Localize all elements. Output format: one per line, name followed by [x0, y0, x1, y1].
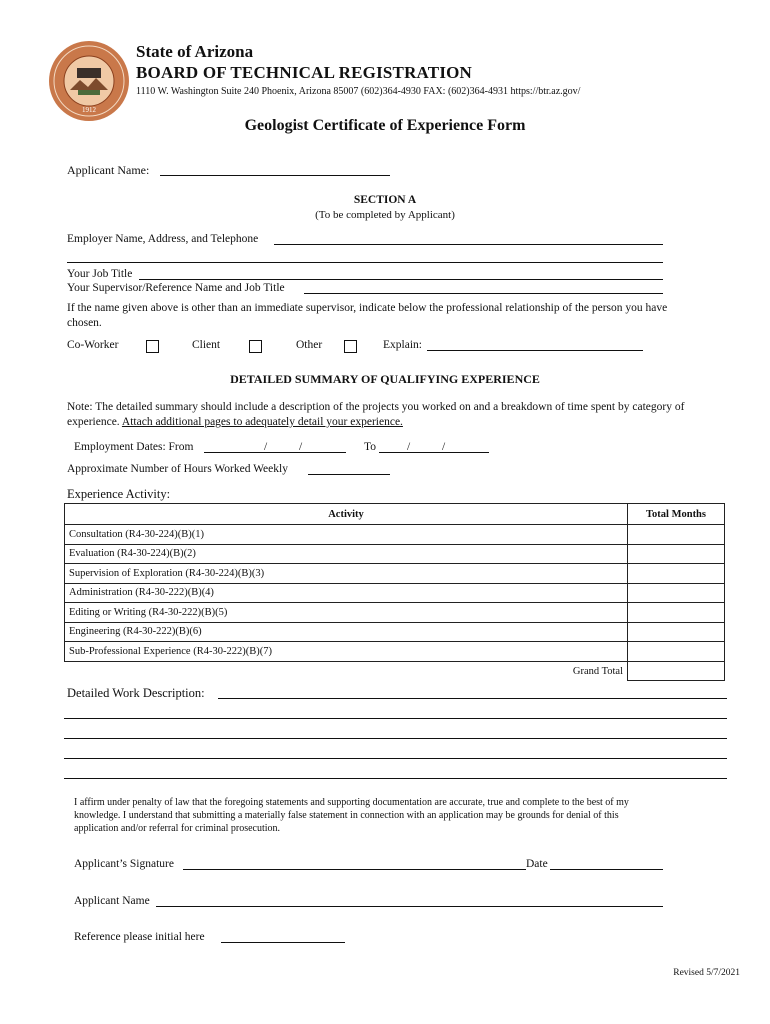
affirmation-text: I affirm under penalty of law that the foregoing statements and supporting documentation are accurate, true and complete to the best of my knowledge. I understand that submitting a materially false statement in connection with an application may be grounds for denial of this application and/or referral for criminal prosecution. [74, 797, 629, 835]
coworker-label: Co-Worker [67, 339, 119, 351]
table-row [65, 622, 725, 642]
svg-text:1912: 1912 [82, 106, 96, 114]
state-seal-logo [48, 40, 130, 122]
dates-to-slash-2: / [442, 441, 446, 453]
dates-from-label: Employment Dates: From [74, 441, 194, 453]
board-name: BOARD OF TECHNICAL REGISTRATION [136, 63, 473, 82]
summary-note [67, 400, 692, 430]
board-address: 1110 W. Washington Suite 240 Phoenix, Arizona 85007 (602)364-4930 FAX: (602)364-4931 https://btr.az.gov/ [136, 86, 581, 97]
work-description-line-3[interactable] [64, 738, 727, 739]
client-checkbox[interactable] [249, 340, 262, 353]
applicant-name-field[interactable] [160, 175, 390, 176]
months-input[interactable] [628, 642, 725, 662]
signature-field[interactable] [183, 869, 526, 870]
other-label: Other [296, 339, 323, 351]
experience-table [64, 503, 725, 681]
table-row [65, 603, 725, 623]
months-input[interactable] [628, 564, 725, 584]
client-label: Client [192, 339, 221, 351]
work-description-line-5[interactable] [64, 778, 727, 779]
dates-from-slash-2: / [299, 441, 303, 453]
activity-cell: Sub-Professional Experience (R4-30-222)(B)(7) [65, 642, 628, 662]
months-input[interactable] [628, 525, 725, 545]
work-description-line-1[interactable] [218, 698, 727, 699]
state-name: State of Arizona [136, 42, 254, 61]
relationship-note: If the name given above is other than an immediate supervisor, indicate below the professional relationship of the person you have chosen. [67, 302, 668, 329]
explain-field[interactable] [427, 350, 643, 351]
months-input[interactable] [628, 603, 725, 623]
activity-cell: Administration (R4-30-222)(B)(4) [65, 583, 628, 603]
work-description-line-4[interactable] [64, 758, 727, 759]
other-checkbox[interactable] [344, 340, 357, 353]
table-row [65, 564, 725, 584]
experience-activity-label: Experience Activity: [67, 487, 171, 501]
activity-cell: Editing or Writing (R4-30-222)(B)(5) [65, 603, 628, 623]
employer-label: Employer Name, Address, and Telephone [67, 233, 259, 245]
coworker-checkbox[interactable] [146, 340, 159, 353]
reference-initial-label: Reference please initial here [74, 931, 205, 943]
dates-from-slash-1: / [264, 441, 268, 453]
grand-total-row [65, 661, 725, 681]
activity-cell: Engineering (R4-30-222)(B)(6) [65, 622, 628, 642]
table-row [65, 544, 725, 564]
hours-label: Approximate Number of Hours Worked Weekly [67, 463, 288, 475]
explain-label: Explain: [383, 339, 422, 351]
dates-to-label: To [364, 441, 376, 453]
summary-note-text: Note: The detailed summary should include a description of the projects you worked on and a breakdown of time spent by category of experience. [67, 401, 685, 428]
activity-cell: Consultation (R4-30-224)(B)(1) [65, 525, 628, 545]
grand-total-label: Grand Total [65, 661, 628, 681]
job-title-field[interactable] [139, 279, 663, 280]
dates-to-slash-1: / [407, 441, 411, 453]
hours-field[interactable] [308, 474, 390, 475]
months-input[interactable] [628, 544, 725, 564]
applicant-name-sign-field[interactable] [156, 906, 663, 907]
grand-total-input[interactable] [628, 661, 725, 681]
section-a-subtitle: (To be completed by Applicant) [315, 209, 455, 221]
date-field[interactable] [550, 869, 663, 870]
months-input[interactable] [628, 583, 725, 603]
employer-field-line-2[interactable] [67, 262, 663, 263]
signature-label: Applicant’s Signature [74, 858, 174, 870]
activity-cell: Supervision of Exploration (R4-30-224)(B)(3) [65, 564, 628, 584]
dates-to-field[interactable] [379, 452, 489, 453]
summary-title: DETAILED SUMMARY OF QUALIFYING EXPERIENCE [230, 372, 540, 386]
applicant-name-sign-label: Applicant Name [74, 895, 150, 907]
reference-initial-field[interactable] [221, 942, 345, 943]
activity-cell: Evaluation (R4-30-224)(B)(2) [65, 544, 628, 564]
form-title: Geologist Certificate of Experience Form [244, 117, 526, 134]
activity-column-header: Activity [65, 504, 628, 525]
work-description-line-2[interactable] [64, 718, 727, 719]
dates-from-field[interactable] [204, 452, 346, 453]
work-description-label: Detailed Work Description: [67, 686, 205, 700]
revision-date: Revised 5/7/2021 [673, 968, 740, 978]
table-row [65, 583, 725, 603]
supervisor-field[interactable] [304, 293, 663, 294]
section-a-title: SECTION A [353, 194, 417, 206]
job-title-label: Your Job Title [67, 268, 133, 280]
summary-note-attach: Attach additional pages to adequately detail your experience. [121, 416, 403, 428]
date-label: Date [526, 858, 548, 870]
months-column-header: Total Months [628, 504, 725, 525]
applicant-name-label: Applicant Name: [67, 163, 150, 177]
months-input[interactable] [628, 622, 725, 642]
table-header-row [65, 504, 725, 525]
supervisor-label: Your Supervisor/Reference Name and Job Title [67, 282, 285, 294]
table-row [65, 642, 725, 662]
table-row [65, 525, 725, 545]
employer-field-line-1[interactable] [274, 244, 663, 245]
